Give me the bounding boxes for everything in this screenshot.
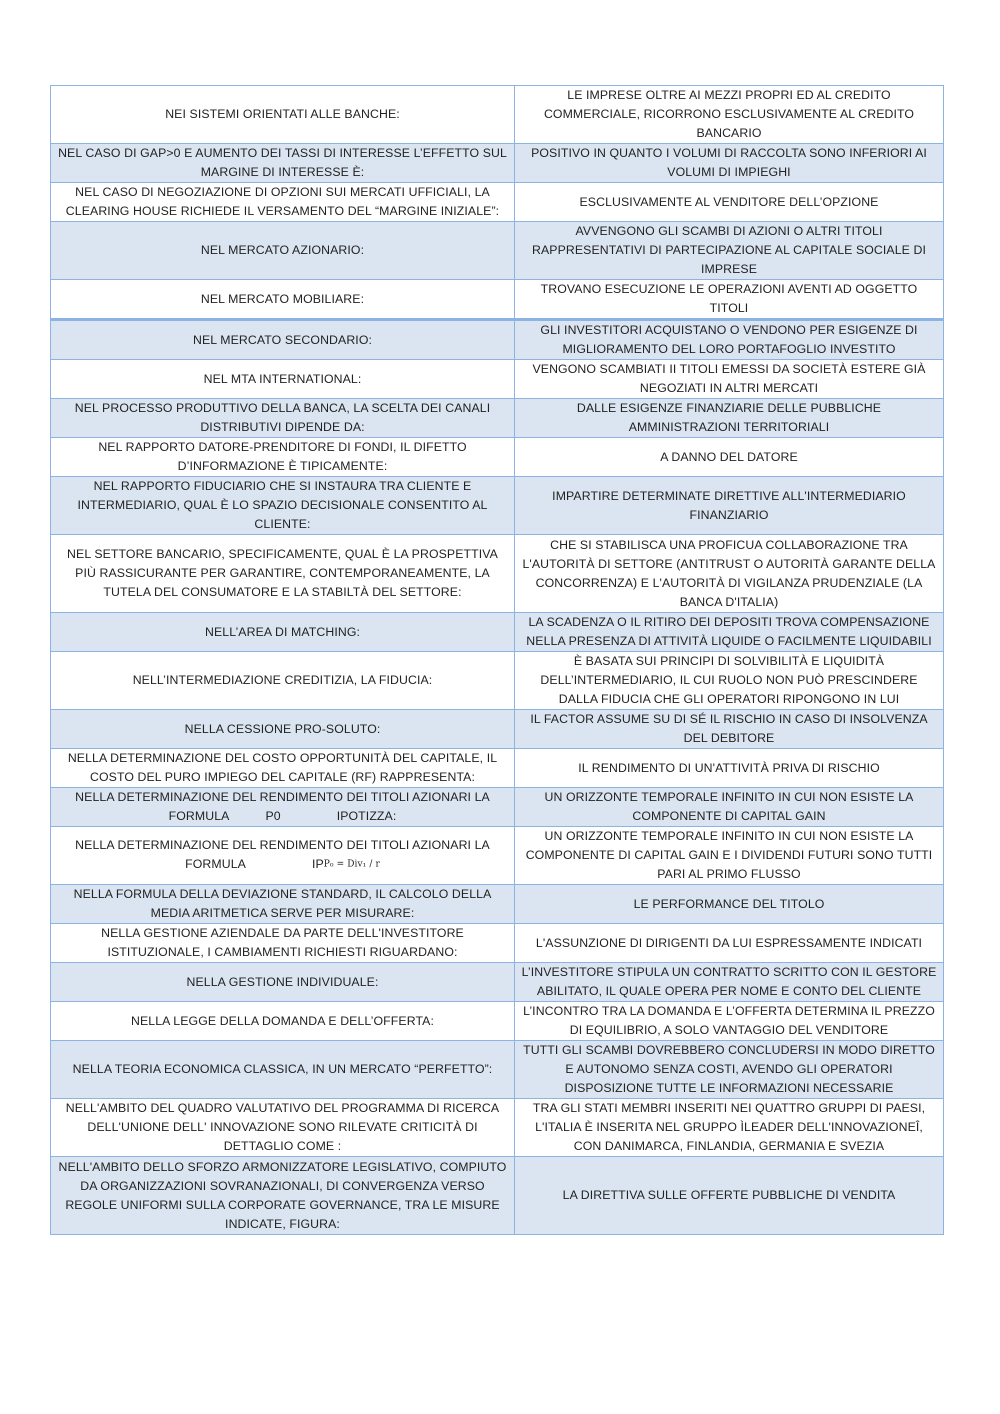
question-cell: NEL MERCATO MOBILIARE: (51, 280, 515, 320)
answer-cell: GLI INVESTITORI ACQUISTANO O VENDONO PER ESIGENZE DI MIGLIORAMENTO DEL LORO PORTAFOGLIO INVESTITO (515, 320, 944, 360)
table-row (51, 1099, 944, 1157)
question-cell: NEL SETTORE BANCARIO, SPECIFICAMENTE, QUAL È LA PROSPETTIVA PIÙ RASSICURANTE PER GARANTIRE, CONTEMPORANEAMENTE, LA TUTELA DEL CONSUMATORE E LA STABILTÀ DEL SETTORE: (51, 535, 515, 613)
table-row (51, 438, 944, 477)
question-cell: NEL PROCESSO PRODUTTIVO DELLA BANCA, LA SCELTA DEI CANALI DISTRIBUTIVI DIPENDE DA: (51, 399, 515, 438)
answer-cell: ESCLUSIVAMENTE AL VENDITORE DELL’OPZIONE (515, 183, 944, 222)
question-cell: NELL’INTERMEDIAZIONE CREDITIZIA, LA FIDUCIA: (51, 652, 515, 710)
table-row (51, 144, 944, 183)
question-text-end: IPOTIZZA: (336, 809, 397, 823)
answer-cell: È BASATA SUI PRINCIPI DI SOLVIBILITÀ E LIQUIDITÀ DELL’INTERMEDIARIO, IL CUI RUOLO NON PUÒ PRESCINDERE DALLA FIDUCIA CHE GLI OPERATORI RIPONGONO IN LUI (515, 652, 944, 710)
table-row (51, 613, 944, 652)
table-row (51, 1157, 944, 1235)
answer-cell: LE PERFORMANCE DEL TITOLO (515, 885, 944, 924)
table-row (51, 963, 944, 1002)
question-cell: NELL'AMBITO DELLO SFORZO ARMONIZZATORE LEGISLATIVO, COMPIUTO DA ORGANIZZAZIONI SOVRANAZIONALI, DI CONVERGENZA VERSO REGOLE UNIFORMI SULLA CORPORATE GOVERNANCE, TRA LE MISURE INDICATE, FIGURA: (51, 1157, 515, 1235)
qa-table (50, 85, 944, 1235)
table-row (51, 86, 944, 144)
formula-symbol: IP (311, 857, 324, 872)
answer-cell: IL FACTOR ASSUME SU DI SÉ IL RISCHIO IN CASO DI INSOLVENZA DEL DEBITORE (515, 710, 944, 749)
answer-cell: CHE SI STABILISCA UNA PROFICUA COLLABORAZIONE TRA L'AUTORITÀ DI SETTORE (ANTITRUST O AUTORITÀ GARANTE DELLA CONCORRENZA) E L'AUTORITÀ DI VIGILANZA PRUDENZIALE (LA BANCA D'ITALIA) (515, 535, 944, 613)
table-row (51, 710, 944, 749)
question-cell: NEI SISTEMI ORIENTATI ALLE BANCHE: (51, 86, 515, 144)
question-cell: NELLA CESSIONE PRO-SOLUTO: (51, 710, 515, 749)
question-cell: NEL CASO DI NEGOZIAZIONE DI OPZIONI SUI MERCATI UFFICIALI, LA CLEARING HOUSE RICHIEDE IL VERSAMENTO DEL “MARGINE INIZIALE”: (51, 183, 515, 222)
question-cell: NEL MERCATO AZIONARIO: (51, 222, 515, 280)
answer-cell: TRA GLI STATI MEMBRI INSERITI NEI QUATTRO GRUPPI DI PAESI, L'ITALIA È INSERITA NEL GRUPPO ÌLEADER DELL'INNOVAZIONEÎ, CON DANIMARCA, FINLANDIA, GERMANIA E SVEZIA (515, 1099, 944, 1157)
answer-cell: UN ORIZZONTE TEMPORALE INFINITO IN CUI NON ESISTE LA COMPONENTE DI CAPITAL GAIN E I DIVIDENDI FUTURI SONO TUTTI PARI AL PRIMO FLUSSO (515, 827, 944, 885)
table-row (51, 280, 944, 320)
answer-cell: AVVENGONO GLI SCAMBI DI AZIONI O ALTRI TITOLI RAPPRESENTATIVI DI PARTECIPAZIONE AL CAPITALE SOCIALE DI IMPRESE (515, 222, 944, 280)
question-text: NELLA DETERMINAZIONE DEL RENDIMENTO DEI TITOLI AZIONARI LA (75, 838, 490, 853)
formula-word: FORMULA (168, 809, 230, 823)
answer-cell: TROVANO ESECUZIONE LE OPERAZIONI AVENTI AD OGGETTO TITOLI (515, 280, 944, 320)
question-cell: NELLA DETERMINAZIONE DEL COSTO OPPORTUNITÀ DEL CAPITALE, IL COSTO DEL PURO IMPIEGO DEL CAPITALE (RF) RAPPRESENTA: (51, 749, 515, 788)
answer-cell: LA SCADENZA O IL RITIRO DEI DEPOSITI TROVA COMPENSAZIONE NELLA PRESENZA DI ATTIVITÀ LIQUIDE O FACILMENTE LIQUIDABILI (515, 613, 944, 652)
answer-cell: TUTTI GLI SCAMBI DOVREBBERO CONCLUDERSI IN MODO DIRETTO E AUTONOMO SENZA COSTI, AVENDO GLI OPERATORI DISPOSIZIONE TUTTE LE INFORMAZIONI NECESSARIE (515, 1041, 944, 1099)
answer-cell: LE IMPRESE OLTRE AI MEZZI PROPRI ED AL CREDITO COMMERCIALE, RICORRONO ESCLUSIVAMENTE AL CREDITO BANCARIO (515, 86, 944, 144)
question-cell: NELLA FORMULA DELLA DEVIAZIONE STANDARD, IL CALCOLO DELLA MEDIA ARITMETICA SERVE PER MISURARE: (51, 885, 515, 924)
table-row (51, 477, 944, 535)
question-cell (51, 827, 515, 885)
table-row (51, 360, 944, 399)
answer-cell: L’INCONTRO TRA LA DOMANDA E L’OFFERTA DETERMINA IL PREZZO DI EQUILIBRIO, A SOLO VANTAGGIO DEL VENDITORE (515, 1002, 944, 1041)
answer-cell: L’INVESTITORE STIPULA UN CONTRATTO SCRITTO CON IL GESTORE ABILITATO, IL QUALE OPERA PER NOME E CONTO DEL CLIENTE (515, 963, 944, 1002)
table-row (51, 885, 944, 924)
question-cell (51, 788, 515, 827)
formula-word: FORMULA (185, 857, 246, 872)
question-cell: NEL RAPPORTO FIDUCIARIO CHE SI INSTAURA TRA CLIENTE E INTERMEDIARIO, QUAL È LO SPAZIO DECISIONALE CONSENTITO AL CLIENTE: (51, 477, 515, 535)
table-row (51, 535, 944, 613)
question-cell: NELLA GESTIONE AZIENDALE DA PARTE DELL'INVESTITORE ISTITUZIONALE, I CAMBIAMENTI RICHIESTI RIGUARDANO: (51, 924, 515, 963)
answer-cell: LA DIRETTIVA SULLE OFFERTE PUBBLICHE DI VENDITA (515, 1157, 944, 1235)
question-text: NELLA DETERMINAZIONE DEL RENDIMENTO DEI TITOLI AZIONARI LA (75, 790, 490, 804)
question-cell: NEL MERCATO SECONDARIO: (51, 320, 515, 360)
question-cell: NELLA GESTIONE INDIVIDUALE: (51, 963, 515, 1002)
question-cell: NELLA LEGGE DELLA DOMANDA E DELL’OFFERTA: (51, 1002, 515, 1041)
table-row (51, 1002, 944, 1041)
question-cell: NEL RAPPORTO DATORE-PRENDITORE DI FONDI, IL DIFETTO D’INFORMAZIONE È TIPICAMENTE: (51, 438, 515, 477)
answer-cell: DALLE ESIGENZE FINANZIARIE DELLE PUBBLICHE AMMINISTRAZIONI TERRITORIALI (515, 399, 944, 438)
table-row (51, 652, 944, 710)
answer-cell: L'ASSUNZIONE DI DIRIGENTI DA LUI ESPRESSAMENTE INDICATI (515, 924, 944, 963)
question-cell: NEL MTA INTERNATIONAL: (51, 360, 515, 399)
table-row (51, 183, 944, 222)
table-row (51, 399, 944, 438)
question-cell: NELL'AMBITO DEL QUADRO VALUTATIVO DEL PROGRAMMA DI RICERCA DELL'UNIONE DELL' INNOVAZIONE SONO RILEVATE CRITICITÀ DI DETTAGLIO COME : (51, 1099, 515, 1157)
table-row (51, 749, 944, 788)
table-row (51, 924, 944, 963)
table-row (51, 1041, 944, 1099)
answer-cell: IL RENDIMENTO DI UN'ATTIVITÀ PRIVA DI RISCHIO (515, 749, 944, 788)
answer-cell: UN ORIZZONTE TEMPORALE INFINITO IN CUI NON ESISTE LA COMPONENTE DI CAPITAL GAIN (515, 788, 944, 827)
table-row (51, 827, 944, 885)
formula-symbol: P0 (265, 809, 281, 823)
question-cell: NEL CASO DI GAP>0 E AUMENTO DEI TASSI DI INTERESSE L’EFFETTO SUL MARGINE DI INTERESSE È: (51, 144, 515, 183)
answer-cell: A DANNO DEL DATORE (515, 438, 944, 477)
answer-cell: POSITIVO IN QUANTO I VOLUMI DI RACCOLTA SONO INFERIORI AI VOLUMI DI IMPIEGHI (515, 144, 944, 183)
question-cell: NELLA TEORIA ECONOMICA CLASSICA, IN UN MERCATO “PERFETTO”: (51, 1041, 515, 1099)
table-row (51, 320, 944, 360)
question-cell: NELL’AREA DI MATCHING: (51, 613, 515, 652)
answer-cell: IMPARTIRE DETERMINATE DIRETTIVE ALL'INTERMEDIARIO FINANZIARIO (515, 477, 944, 535)
table-row (51, 788, 944, 827)
table-row (51, 222, 944, 280)
formula-image: P₀ = Div₁ / r (323, 859, 380, 870)
answer-cell: VENGONO SCAMBIATI II TITOLI EMESSI DA SOCIETÀ ESTERE GIÀ NEGOZIATI IN ALTRI MERCATI (515, 360, 944, 399)
